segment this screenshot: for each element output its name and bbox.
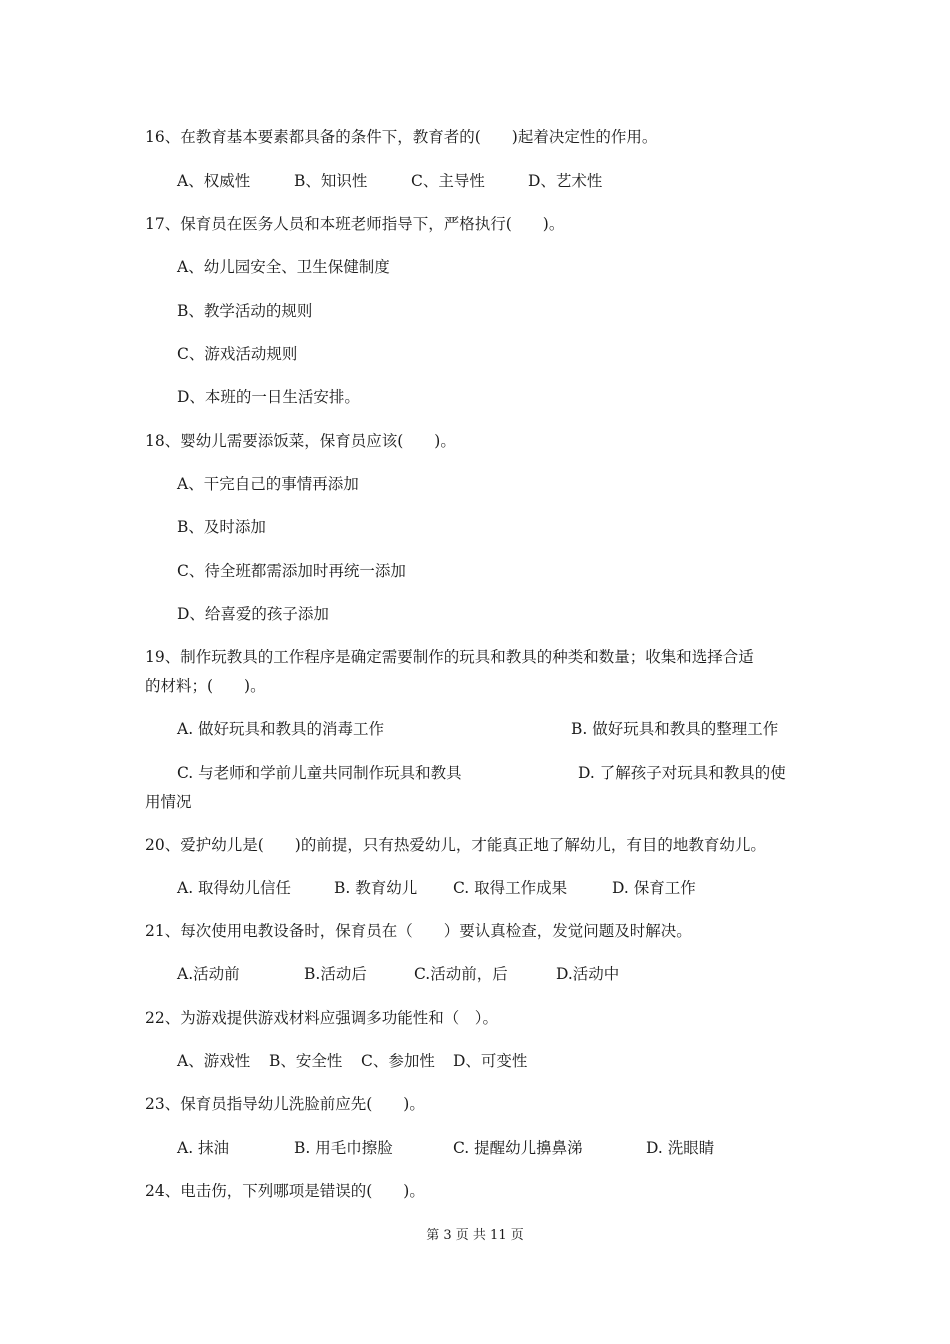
question-22-option-d: D、可变性	[453, 1052, 528, 1070]
question-23-stem: 23、保育员指导幼儿洗脸前应先( )。	[145, 1095, 425, 1113]
question-18-option-d: D、给喜爱的孩子添加	[177, 605, 329, 623]
question-22-option-c: C、参加性	[361, 1052, 435, 1070]
question-18-stem: 18、婴幼儿需要添饭菜，保育员应该( )。	[145, 432, 456, 450]
question-21-option-c: C.活动前，后	[414, 965, 508, 983]
question-19-option-d: D. 了解孩子对玩具和教具的使	[578, 764, 786, 782]
question-17-option-a: A、幼儿园安全、卫生保健制度	[177, 258, 390, 276]
question-19-option-b: B. 做好玩具和教具的整理工作	[571, 720, 779, 738]
question-19-stem-line2: 的材料；( )。	[145, 677, 266, 695]
question-18-option-b: B、及时添加	[177, 518, 266, 536]
question-20-option-a: A. 取得幼儿信任	[177, 879, 292, 897]
question-21-option-b: B.活动后	[304, 965, 367, 983]
question-18-option-c: C、待全班都需添加时再统一添加	[177, 562, 406, 580]
page-number-footer: 第 3 页 共 11 页	[426, 1228, 524, 1243]
question-21-option-d: D.活动中	[556, 965, 620, 983]
question-16-option-d: D、艺术性	[528, 172, 603, 190]
question-23-option-c: C. 提醒幼儿擤鼻涕	[453, 1139, 583, 1157]
question-22-option-a: A、游戏性	[177, 1052, 251, 1070]
question-19-stem-line1: 19、制作玩教具的工作程序是确定需要制作的玩具和教具的种类和数量；收集和选择合适	[145, 648, 754, 666]
question-17-option-c: C、游戏活动规则	[177, 345, 298, 363]
question-23-option-b: B. 用毛巾擦脸	[294, 1139, 393, 1157]
question-21-stem: 21、每次使用电教设备时，保育员在（ ）要认真检查，发觉问题及时解决。	[145, 922, 692, 940]
question-22-stem: 22、为游戏提供游戏材料应强调多功能性和（ ）。	[145, 1009, 498, 1027]
question-16-stem: 16、在教育基本要素都具备的条件下，教育者的( )起着决定性的作用。	[145, 128, 658, 146]
question-20-option-d: D. 保育工作	[612, 879, 696, 897]
question-19-option-a: A. 做好玩具和教具的消毒工作	[177, 720, 385, 738]
question-17-stem: 17、保育员在医务人员和本班老师指导下，严格执行( )。	[145, 215, 565, 233]
question-18-option-a: A、干完自己的事情再添加	[177, 475, 359, 493]
question-17-option-d: D、本班的一日生活安排。	[177, 388, 360, 406]
question-17-option-b: B、教学活动的规则	[177, 302, 313, 320]
question-19-option-d-continued: 用情况	[145, 793, 192, 811]
question-20-option-b: B. 教育幼儿	[334, 879, 418, 897]
question-16-option-b: B、知识性	[294, 172, 368, 190]
question-23-option-d: D. 洗眼睛	[646, 1139, 715, 1157]
question-16-option-c: C、主导性	[411, 172, 485, 190]
question-16-option-a: A、权威性	[177, 172, 251, 190]
question-20-option-c: C. 取得工作成果	[453, 879, 568, 897]
question-24-stem: 24、电击伤，下列哪项是错误的( )。	[145, 1182, 425, 1200]
question-23-option-a: A. 抹油	[177, 1139, 230, 1157]
question-22-option-b: B、安全性	[269, 1052, 343, 1070]
question-20-stem: 20、爱护幼儿是( )的前提，只有热爱幼儿，才能真正地了解幼儿，有目的地教育幼儿。	[145, 836, 766, 854]
question-21-option-a: A.活动前	[177, 965, 240, 983]
question-19-option-c: C. 与老师和学前儿童共同制作玩具和教具	[177, 764, 462, 782]
